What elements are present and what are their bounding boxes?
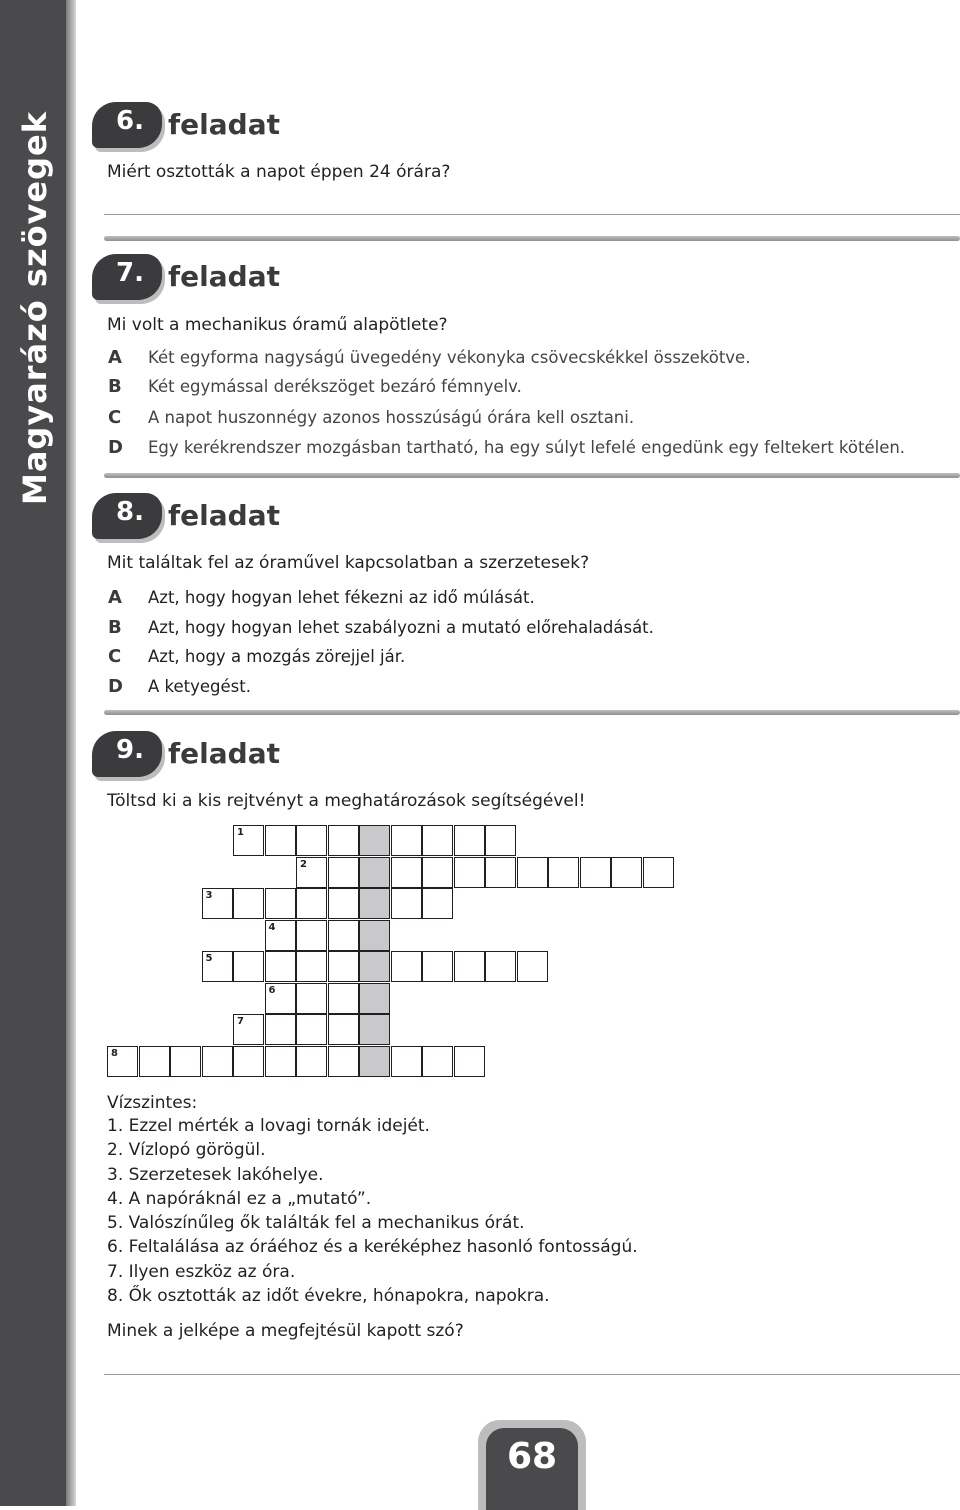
crossword-cell[interactable] — [328, 1014, 359, 1045]
crossword-cell[interactable] — [202, 1046, 233, 1077]
option-letter: A — [108, 347, 122, 368]
option-text: A ketyegést. — [148, 677, 251, 696]
crossword-cell[interactable] — [233, 951, 264, 982]
option-letter: A — [108, 587, 122, 608]
crossword-cell[interactable] — [296, 951, 327, 982]
option-text: Két egyforma nagyságú üvegedény vékonyka csövecskékkel összekötve. — [148, 348, 751, 367]
crossword-cell[interactable] — [202, 951, 233, 982]
option-letter: B — [108, 617, 122, 638]
crossword-row-number: 3 — [205, 890, 213, 901]
crossword-cell[interactable] — [265, 920, 296, 951]
crossword-cell[interactable] — [391, 888, 422, 919]
crossword-solution-cell[interactable] — [359, 1046, 390, 1077]
clues-heading: Vízszintes: — [107, 1093, 198, 1113]
crossword-cell[interactable] — [422, 1046, 453, 1077]
crossword-cell[interactable] — [296, 983, 327, 1014]
crossword-solution-cell[interactable] — [359, 825, 390, 856]
crossword-cell[interactable] — [139, 1046, 170, 1077]
crossword-cell[interactable] — [517, 857, 548, 888]
crossword-cell[interactable] — [422, 888, 453, 919]
option-letter: D — [108, 676, 123, 697]
task-label: feladat — [168, 499, 280, 532]
page-number: 68 — [506, 1436, 558, 1477]
option-letter: B — [108, 376, 122, 397]
task-label: feladat — [168, 108, 280, 141]
crossword-cell[interactable] — [328, 983, 359, 1014]
crossword-cell[interactable] — [328, 1046, 359, 1077]
crossword-cell[interactable] — [391, 825, 422, 856]
crossword-cell[interactable] — [391, 1046, 422, 1077]
crossword-cell[interactable] — [265, 951, 296, 982]
sidebar-edge — [66, 0, 76, 1506]
clue-item: 4. A napóráknál ez a „mutató”. — [107, 1189, 372, 1209]
crossword-cell[interactable] — [454, 825, 485, 856]
crossword-cell[interactable] — [328, 920, 359, 951]
clue-item: 7. Ilyen eszköz az óra. — [107, 1262, 296, 1282]
option-text: Azt, hogy hogyan lehet szabályozni a mutató előrehaladását. — [148, 618, 654, 637]
crossword-solution-cell[interactable] — [359, 888, 390, 919]
crossword-cell[interactable] — [485, 951, 516, 982]
clue-item: 2. Vízlopó görögül. — [107, 1140, 266, 1160]
crossword-cell[interactable] — [422, 951, 453, 982]
crossword-cell[interactable] — [265, 888, 296, 919]
crossword-row-number: 8 — [111, 1048, 118, 1059]
crossword-row-number: 4 — [268, 922, 276, 933]
clue-item: 1. Ezzel mérték a lovagi tornák idejét. — [107, 1116, 430, 1136]
divider — [104, 214, 960, 215]
crossword-row-number: 1 — [237, 827, 244, 838]
crossword-cell[interactable] — [611, 857, 642, 888]
crossword-solution-cell[interactable] — [359, 951, 390, 982]
crossword-row-number: 5 — [205, 953, 213, 964]
sidebar-title: Magyarázó szövegek — [16, 110, 54, 506]
crossword-cell[interactable] — [265, 1014, 296, 1045]
crossword-cell[interactable] — [454, 951, 485, 982]
task-number: 6. — [116, 106, 144, 136]
crossword-cell[interactable] — [265, 825, 296, 856]
crossword-cell[interactable] — [328, 857, 359, 888]
crossword-cell[interactable] — [233, 888, 264, 919]
crossword-cell[interactable] — [328, 825, 359, 856]
option-letter: C — [108, 646, 122, 667]
crossword-solution-cell[interactable] — [359, 920, 390, 951]
clue-item: 6. Feltalálása az óráéhoz és a keréképhez hasonló fontosságú. — [107, 1237, 638, 1257]
crossword-cell[interactable] — [296, 825, 327, 856]
final-question: Minek a jelképe a megfejtésül kapott szó? — [107, 1321, 464, 1341]
task-6-question: Miért osztották a napot éppen 24 órára? — [107, 162, 451, 182]
crossword-cell[interactable] — [422, 857, 453, 888]
task-9-question: Töltsd ki a kis rejtvényt a meghatározások segítségével! — [107, 791, 586, 811]
crossword-cell[interactable] — [265, 1046, 296, 1077]
crossword-cell[interactable] — [296, 1046, 327, 1077]
crossword-cell[interactable] — [454, 857, 485, 888]
task-7-header — [92, 254, 392, 306]
crossword-cell[interactable] — [107, 1046, 138, 1077]
crossword-cell[interactable] — [233, 1046, 264, 1077]
crossword-cell[interactable] — [580, 857, 611, 888]
crossword-cell[interactable] — [265, 983, 296, 1014]
option-text: Azt, hogy a mozgás zörejjel jár. — [148, 647, 406, 666]
crossword-cell[interactable] — [328, 951, 359, 982]
crossword-cell[interactable] — [328, 888, 359, 919]
crossword-cell[interactable] — [202, 888, 233, 919]
crossword-cell[interactable] — [517, 951, 548, 982]
clue-item: 8. Ők osztották az időt évekre, hónapokra, napokra. — [107, 1286, 550, 1306]
crossword-cell[interactable] — [391, 857, 422, 888]
option-text: A napot huszonnégy azonos hosszúságú órára kell osztani. — [148, 408, 635, 427]
task-number: 7. — [116, 258, 144, 288]
crossword-cell[interactable] — [296, 920, 327, 951]
task-8-question: Mit találtak fel az óraművel kapcsolatban a szerzetesek? — [107, 553, 590, 573]
task-number: 9. — [116, 735, 144, 765]
crossword-row-number: 7 — [237, 1016, 244, 1027]
crossword-cell[interactable] — [548, 857, 579, 888]
crossword-cell[interactable] — [233, 1014, 264, 1045]
option-text: Azt, hogy hogyan lehet fékezni az idő múlását. — [148, 588, 535, 607]
divider — [104, 236, 960, 241]
task-6-header — [92, 102, 392, 154]
task-label: feladat — [168, 260, 280, 293]
divider — [104, 473, 960, 478]
task-9-header — [92, 731, 392, 783]
divider — [104, 1374, 960, 1375]
crossword-cell[interactable] — [233, 825, 264, 856]
task-7-question: Mi volt a mechanikus óramű alapötlete? — [107, 315, 448, 335]
crossword-row-number: 2 — [300, 859, 307, 870]
option-letter: C — [108, 407, 122, 428]
crossword-solution-cell[interactable] — [359, 983, 390, 1014]
crossword-cell[interactable] — [296, 857, 327, 888]
task-number: 8. — [116, 497, 144, 527]
crossword-solution-cell[interactable] — [359, 1014, 390, 1045]
task-label: feladat — [168, 737, 280, 770]
option-text: Két egymással derékszöget bezáró fémnyelv. — [148, 377, 522, 396]
divider — [104, 710, 960, 715]
clue-item: 5. Valószínűleg ők találták fel a mechanikus órát. — [107, 1213, 525, 1233]
option-letter: D — [108, 437, 123, 458]
crossword-cell[interactable] — [422, 825, 453, 856]
crossword-cell[interactable] — [391, 951, 422, 982]
crossword-solution-cell[interactable] — [359, 857, 390, 888]
option-text: Egy kerékrendszer mozgásban tartható, ha egy súlyt lefelé engedünk egy feltekert kötélen. — [148, 438, 906, 457]
crossword-cell[interactable] — [485, 825, 516, 856]
crossword-cell[interactable] — [643, 857, 674, 888]
crossword-cell[interactable] — [296, 888, 327, 919]
crossword-cell[interactable] — [454, 1046, 485, 1077]
crossword-cell[interactable] — [485, 857, 516, 888]
crossword-row-number: 6 — [268, 985, 276, 996]
crossword-cell[interactable] — [170, 1046, 201, 1077]
clue-item: 3. Szerzetesek lakóhelye. — [107, 1165, 324, 1185]
task-8-header — [92, 493, 392, 545]
crossword-cell[interactable] — [296, 1014, 327, 1045]
